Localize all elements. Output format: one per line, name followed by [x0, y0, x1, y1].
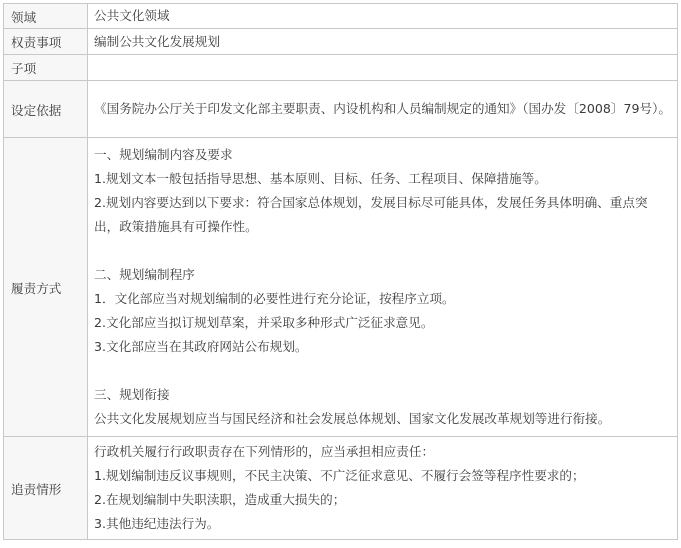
item-value: 编制公共文化发展规划 — [88, 29, 678, 55]
row-label-basis: 设定依据 — [4, 81, 88, 138]
method-line: 2.规划内容要达到以下要求：符合国家总体规划，发展目标尽可能具体，发展任务具体明确、重点突出，政策措施具有可操作性。 — [94, 195, 648, 234]
row-label-item: 权责事项 — [4, 29, 88, 55]
table-row — [4, 138, 678, 437]
accountability-line: 1.规划编制违反议事规则，不民主决策、不广泛征求意见、不履行会签等程序性要求的； — [94, 468, 585, 483]
row-label-accountability: 追责情形 — [4, 437, 88, 540]
table-row — [4, 81, 678, 138]
method-line: 3.文化部应当在其政府网站公布规划。 — [94, 339, 308, 354]
method-line: 2.文化部应当拟订规划草案，并采取多种形式广泛征求意见。 — [94, 315, 434, 330]
method-heading-1: 一、规划编制内容及要求 — [94, 147, 233, 162]
method-cell — [88, 138, 678, 437]
basis-text: 《国务院办公厅关于印发文化部主要职责、内设机构和人员编制规定的通知》（国办发〔2008〕79号）。 — [94, 101, 672, 116]
method-blank-line — [94, 359, 671, 383]
table-row — [4, 29, 678, 55]
basis-cell — [88, 81, 678, 138]
method-line: 1.规划文本一般包括指导思想、基本原则、目标、任务、工程项目、保障措施等。 — [94, 171, 547, 186]
method-heading-3: 三、规划衔接 — [94, 387, 170, 402]
subitem-value — [88, 55, 678, 81]
responsibility-table — [3, 3, 678, 540]
accountability-line: 3.其他违纪违法行为。 — [94, 516, 220, 531]
accountability-cell — [88, 437, 678, 540]
table-row — [4, 437, 678, 540]
method-blank-line — [94, 239, 671, 263]
accountability-line: 2.在规划编制中失职渎职，造成重大损失的； — [94, 492, 346, 507]
method-heading-2: 二、规划编制程序 — [94, 267, 195, 282]
method-line: 1．文化部应当对规划编制的必要性进行充分论证，按程序立项。 — [94, 291, 455, 306]
row-label-subitem: 子项 — [4, 55, 88, 81]
row-label-method: 履责方式 — [4, 138, 88, 437]
row-label-field: 领域 — [4, 4, 88, 29]
method-line: 公共文化发展规划应当与国民经济和社会发展总体规划、国家文化发展改革规划等进行衔接。 — [94, 411, 611, 426]
table-row — [4, 4, 678, 29]
accountability-line: 行政机关履行行政职责存在下列情形的，应当承担相应责任： — [94, 444, 435, 459]
field-value: 公共文化领域 — [88, 4, 678, 29]
table-row — [4, 55, 678, 81]
